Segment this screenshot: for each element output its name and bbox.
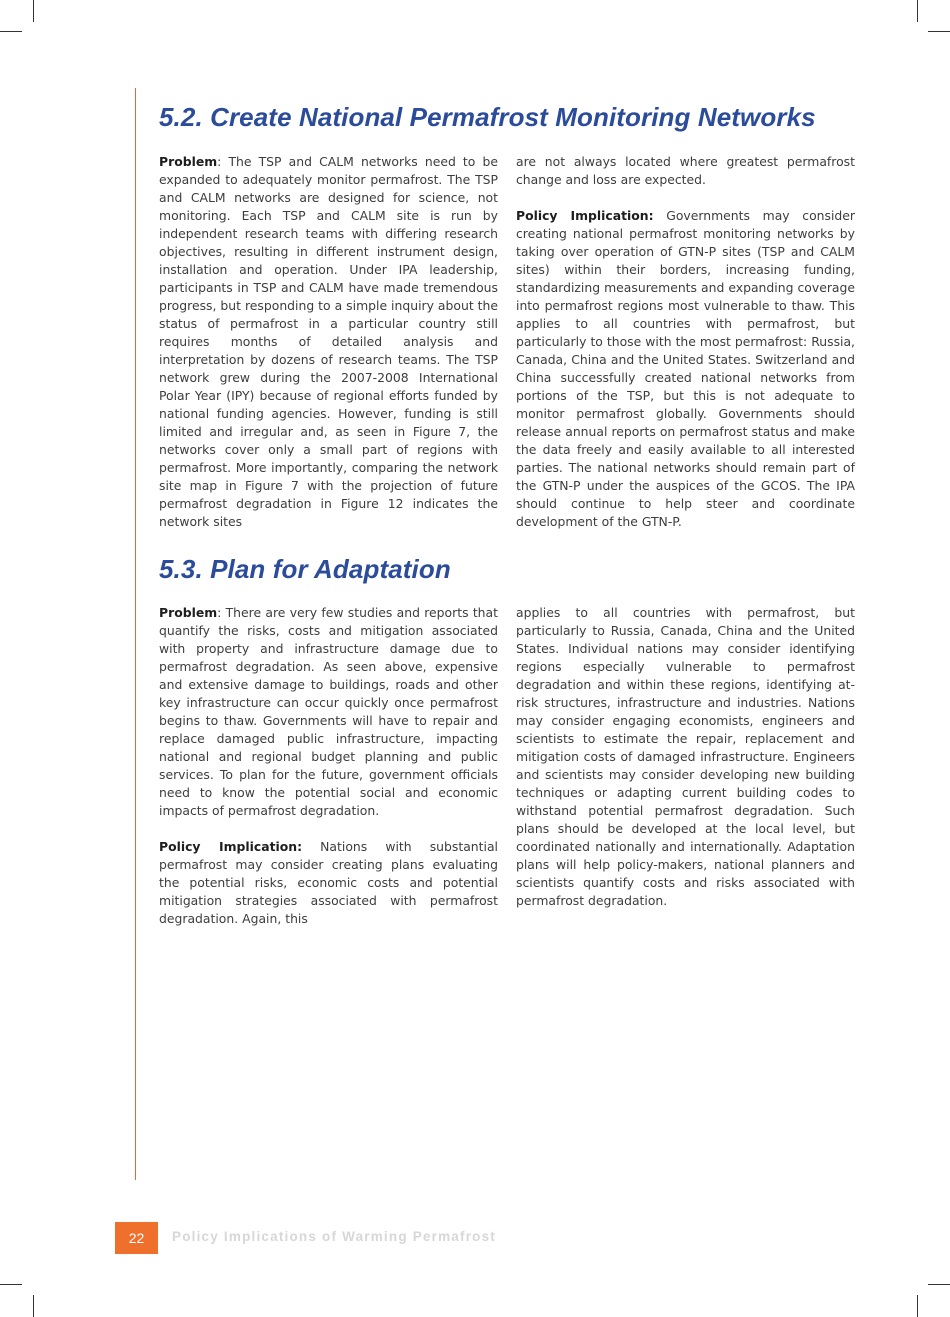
section-52-problem-continued: are not always located where greatest permafrost change and loss are expected. [516, 154, 855, 187]
page-number-badge: 22 [115, 1222, 158, 1254]
crop-mark [928, 31, 950, 32]
section-53-policy-continued: applies to all countries with permafrost, but particularly to Russia, Canada, China and the United States. Individual nations may consider identifying regions especially vulnerable to permafrost degradation and within these regions, identifying at-risk structures, infrastructure and industries. Nations may consider engaging economists, engineers and scientists to estimate the repair, replacement and mitigation costs of damaged infrastructure. Engineers and scientists may consider developing new building techniques or adapting current building codes to withstand potential permafrost degradation. Such plans should be developed at the local level, but coordinated nationally and internationally. Adaptation plans will help policy-makers, national planners and scientists quantify costs and risks associated with permafrost degradation. [516, 605, 855, 908]
crop-mark [0, 31, 22, 32]
problem-text: : The TSP and CALM networks need to be expanded to adequately monitor permafrost. The TSP and CALM networks are designed for science, not monitoring. Each TSP and CALM site is run by independent research teams with differing research objectives, resulting in different instrument design, installation and operation. Under IPA leadership, participants in TSP and CALM have made tremendous progress, but responding to a simple inquiry about the status of permafrost in a particular country still requires months of detailed analysis and interpretation by dozens of research teams. The TSP network grew during the 2007-2008 International Polar Year (IPY) because of regional efforts funded by national funding agencies. However, funding is still limited and irregular and, as seen in Figure 7, the networks cover only a small part of regions with permafrost. More importantly, comparing the network site map in Figure 7 with the projection of future permafrost degradation in Figure 12 indicates the network sites [159, 154, 498, 529]
crop-mark [33, 1295, 34, 1317]
section-53-right-column [516, 604, 855, 910]
problem-label: Problem [159, 154, 218, 169]
running-footer-title: Policy Implications of Warming Permafrost [172, 1229, 497, 1244]
policy-text: Governments may consider creating national permafrost monitoring networks by taking over operation of GTN-P sites (TSP and CALM sites) within their borders, increasing funding, standardizing measurements and expanding coverage into permafrost regions most vulnerable to thaw. This applies to all countries with permafrost, but particularly to those with the most permafrost: Russia, Canada, China and the United States. Switzerland and China successfully created national networks from portions of the TSP, but this is not adequate to monitor permafrost globally. Governments should release annual reports on permafrost status and make the data freely and easily available to all interested parties. The national networks should remain part of the GTN-P under the auspices of the GCOS. The IPA should continue to help steer and coordinate development of the GTN-P. [516, 208, 856, 529]
problem-label: Problem [159, 605, 218, 620]
section-53-title: 5.3. Plan for Adaptation [159, 554, 451, 584]
section-52-right-column [516, 153, 855, 531]
section-53-policy-paragraph [159, 838, 498, 928]
policy-text: Nations with substantial permafrost may consider creating plans evaluating the potential risks, economic costs and potential mitigation strategies associated with permafrost degradation. Again, this [159, 839, 498, 926]
section-53-left-column [159, 604, 498, 928]
crop-mark [0, 1284, 22, 1285]
section-52-left-column [159, 153, 498, 531]
problem-text: : There are very few studies and reports that quantify the risks, costs and mitigation associated with property and infrastructure damage due to permafrost degradation. As seen above, expensive and extensive damage to buildings, roads and other key infrastructure can occur quickly once permafrost begins to thaw. Governments will have to repair and replace damaged public infrastructure, impacting national and regional budget planning and public services. To plan for the future, government officials need to know the potential social and economic impacts of permafrost degradation. [159, 605, 498, 818]
section-52-problem-paragraph [159, 153, 498, 531]
crop-mark [917, 1295, 918, 1317]
policy-label: Policy Implication: [159, 839, 303, 854]
section-52-policy-paragraph [516, 207, 855, 531]
policy-label: Policy Implication: [516, 208, 654, 223]
crop-mark [928, 1284, 950, 1285]
crop-mark [33, 0, 34, 22]
section-52-title: 5.2. Create National Permafrost Monitoring Networks [159, 102, 816, 132]
margin-rule [135, 88, 136, 1180]
section-53-problem-paragraph [159, 604, 498, 820]
crop-mark [917, 0, 918, 22]
